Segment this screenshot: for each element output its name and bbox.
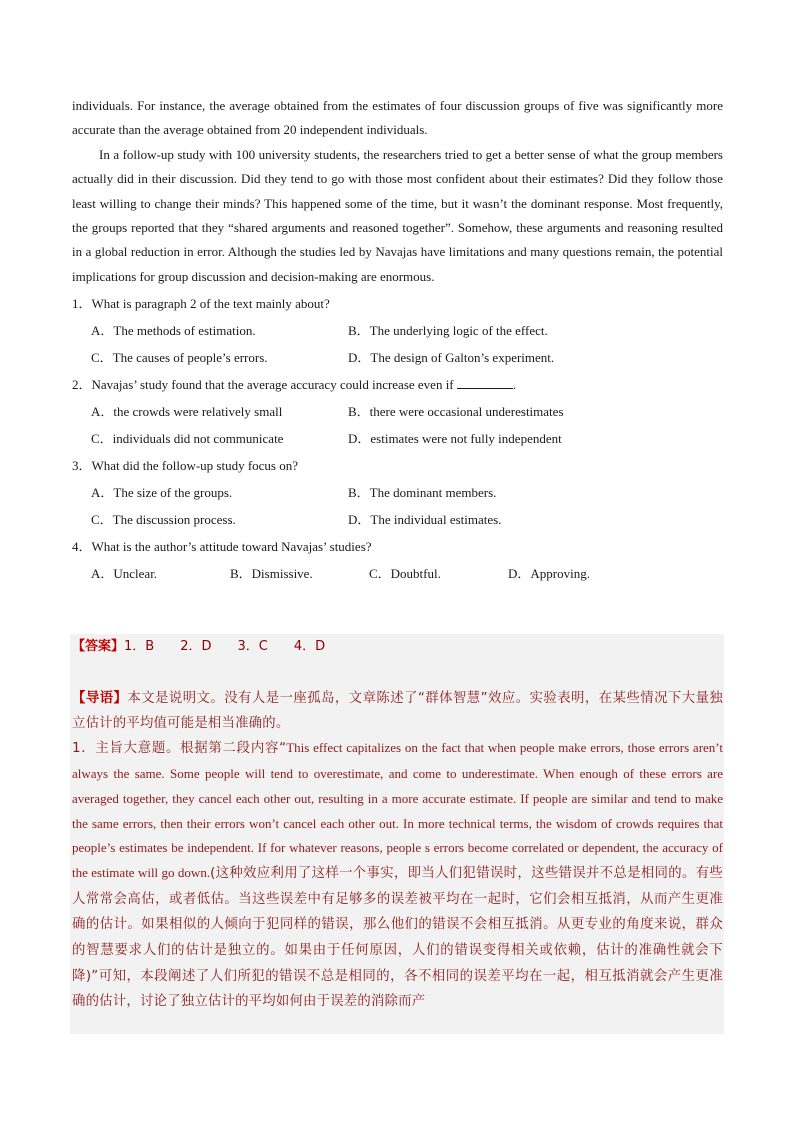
guide-q1 [72,736,723,1015]
option-d: D．Approving. [508,566,590,582]
option-b: B．The underlying logic of the effect. [348,323,548,339]
question-stem-end: . [512,377,517,393]
option-a: A．the crowds were relatively small [91,404,283,420]
options-row [91,506,723,533]
option-c: C．Doubtful. [369,566,441,582]
option-d: D．estimates were not fully independent [348,431,562,447]
option-d: D．The design of Galton’s experiment. [348,350,555,366]
option-b: B．there were occasional underestimates [348,404,564,420]
question-stem [72,371,723,398]
guide-q1-quote: This effect capitalizes on the fact that when people make errors, those errors aren’t always the same. Some people will tend to overestimate, and come to underestimate. When enough of these errors are averaged together, they cancel each other out, resulting in a more accurate estimate. If people are similar and tend to make the same errors, then their errors won’t cancel each other out. In more technical terms, the wisdom of crowds requires that people’s estimates be independent. If for whatever reasons, people s errors become correlated or dependent, the accuracy of the estimate will go down. [72,740,724,880]
question-4 [72,533,723,587]
question-2 [72,371,723,452]
guide-tag: 【导语】 [72,691,128,706]
guide-intro [72,687,723,736]
options-row [91,398,723,425]
option-c: C．individuals did not communicate [91,431,284,447]
answer-tag: 【答案】 [72,639,125,654]
options-row [91,317,723,344]
options-row [91,344,723,371]
question-stem: 3．What did the follow-up study focus on? [72,458,299,474]
guide-q1-translation: (这种效应利用了这样一个事实，即当人们犯错误时，这些错误并不总是相同的。有些人常常会高估，或者低估。当这些误差中有足够多的误差被平均在一起时，它们会相互抵消，从而产生更准确的估计。如果相似的人倾向于犯同样的错误，那么他们的错误不会相互抵消。从更专业的角度来说，群众的智慧要求人们的估计是独立的。如果由于任何原因，人们的错误变得相关或依赖，估计的准确性就会下降)”可知，本段阐述了人们所犯的错误不总是相同的，各不相同的误差平均在一起，相互抵消就会产生更准确的估计，讨论了独立估计的平均如何由于误差的消除而产 [72,865,724,1010]
passage [72,94,723,587]
option-a: A．The methods of estimation. [91,323,256,339]
passage-paragraph-2: In a follow-up study with 100 university students, the researchers tried to get a better sense of what the group members actually did in their discussion. Did they tend to go with those most confident about their estimates? Did they follow those least willing to change their minds? This happened some of the time, but it wasn’t the dominant response. Most frequently, the groups reported that they “shared arguments and reasoned together”. Somehow, these arguments and reasoning resulted in a global reduction in error. Although the studies led by Navajas have limitations and many questions remain, the potential implications for group discussion and decision-making are enormous. [72,146,723,284]
answer-item: 1．B [124,639,155,654]
question-stem: 1．What is paragraph 2 of the text mainly about? [72,296,330,312]
option-d: D．The individual estimates. [348,512,502,528]
options-row [91,560,723,587]
options-row [91,425,723,452]
option-b: B．Dismissive. [230,566,313,582]
answer-item: 4．D [293,639,326,654]
option-a: A．Unclear. [91,566,158,582]
explanation [72,687,723,1015]
passage-paragraph-1-end: individuals. For instance, the average obtained from the estimates of four discussion groups of five was significantly more accurate than the average obtained from 20 independent individuals. [72,98,723,138]
option-c: C．The discussion process. [91,512,236,528]
question-3 [72,452,723,533]
question-stem-text: 2．Navajas’ study found that the average accuracy could increase even if [72,377,454,393]
answer-key [72,636,351,658]
question-stem: 4．What is the author’s attitude toward Navajas’ studies? [72,539,372,555]
answer-item: 3．C [237,639,268,654]
guide-intro-text: 本文是说明文。没有人是一座孤岛，文章陈述了“群体智慧”效应。实验表明，在某些情况下大量独立估计的平均值可能是相当准确的。 [72,691,724,731]
option-b: B．The dominant members. [348,485,497,501]
question-1 [72,290,723,371]
answer-blank [457,376,513,389]
answer-item: 2．D [180,639,212,654]
option-a: A．The size of the groups. [91,485,233,501]
guide-q1-prefix: 1．主旨大意题。根据第二段内容“ [72,741,287,757]
options-row [91,479,723,506]
option-c: C．The causes of people’s errors. [91,350,268,366]
